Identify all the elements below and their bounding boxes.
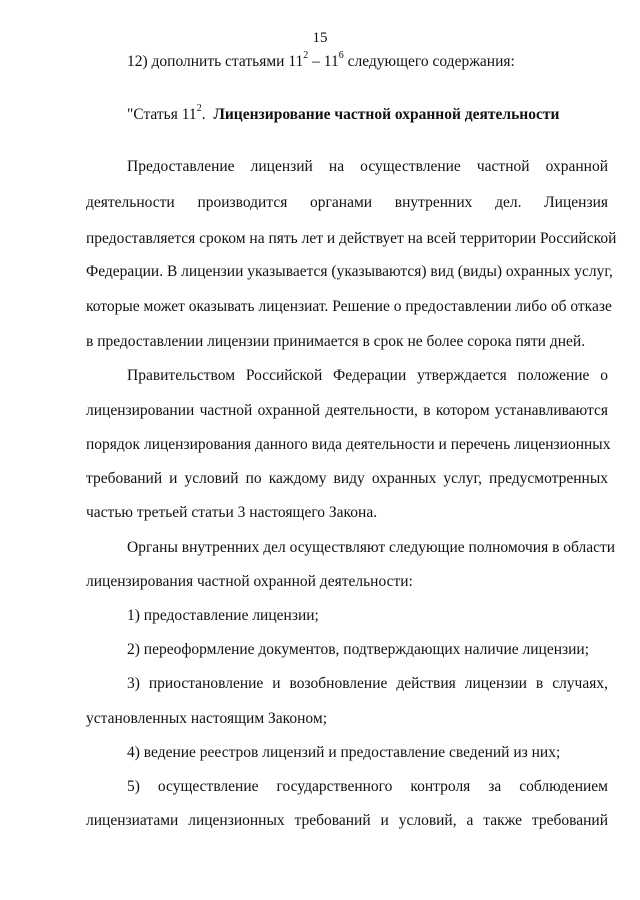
paragraph-line: лицензирования частной охранной деятельности:: [86, 573, 413, 590]
paragraph-line: лицензиатами лицензионных требований и условий, а также требований: [86, 812, 608, 829]
paragraph-line: в предоставлении лицензии принимается в срок не более сорока пяти дней.: [86, 333, 586, 350]
intro-text-middle: – 11: [308, 53, 339, 70]
paragraph-line: требований и условий по каждому виду охранных услуг, предусмотренных: [86, 470, 608, 487]
paragraph-line: которые может оказывать лицензиат. Решение о предоставлении либо об отказе: [86, 298, 612, 315]
intro-superscript-2: 6: [338, 49, 344, 61]
intro-line: [127, 49, 608, 72]
paragraph-line: Органы внутренних дел осуществляют следующие полномочия в области: [127, 539, 616, 556]
list-item: 5) осуществление государственного контроля за соблюдением: [127, 778, 608, 795]
article-heading-superscript: 2: [196, 102, 202, 114]
paragraph-line: деятельности производится органами внутренних дел. Лицензия: [86, 194, 608, 211]
paragraph-line: лицензировании частной охранной деятельности, в котором устанавливаются: [86, 402, 608, 419]
intro-text-before: 12) дополнить статьями 11: [127, 53, 304, 70]
list-item: 3) приостановление и возобновление действия лицензии в случаях,: [127, 675, 608, 692]
paragraph-line: Правительством Российской Федерации утверждается положение о: [127, 367, 608, 384]
intro-text-after: следующего содержания:: [343, 53, 515, 70]
article-heading: [127, 102, 608, 125]
paragraph-line: Предоставление лицензий на осуществление частной охранной: [127, 158, 608, 175]
paragraph-line: установленных настоящим Законом;: [86, 710, 327, 727]
list-item: 1) предоставление лицензии;: [127, 607, 319, 624]
article-heading-prefix: "Статья 11: [127, 106, 197, 123]
paragraph-line: Федерации. В лицензии указывается (указываются) вид (виды) охранных услуг,: [86, 263, 613, 280]
intro-superscript-1: 2: [303, 49, 309, 61]
paragraph-line: порядок лицензирования данного вида деятельности и перечень лицензионных: [86, 436, 611, 453]
list-item: 2) переоформление документов, подтверждающих наличие лицензии;: [127, 641, 590, 658]
article-heading-title: Лицензирование частной охранной деятельности: [213, 106, 560, 123]
list-item: 4) ведение реестров лицензий и предоставление сведений из них;: [127, 744, 561, 761]
paragraph-line: частью третьей статьи 3 настоящего Закона.: [86, 504, 378, 521]
article-heading-dot: .: [201, 106, 206, 123]
paragraph-line: предоставляется сроком на пять лет и действует на всей территории Российской: [86, 230, 617, 247]
page-number: 15: [312, 30, 328, 46]
